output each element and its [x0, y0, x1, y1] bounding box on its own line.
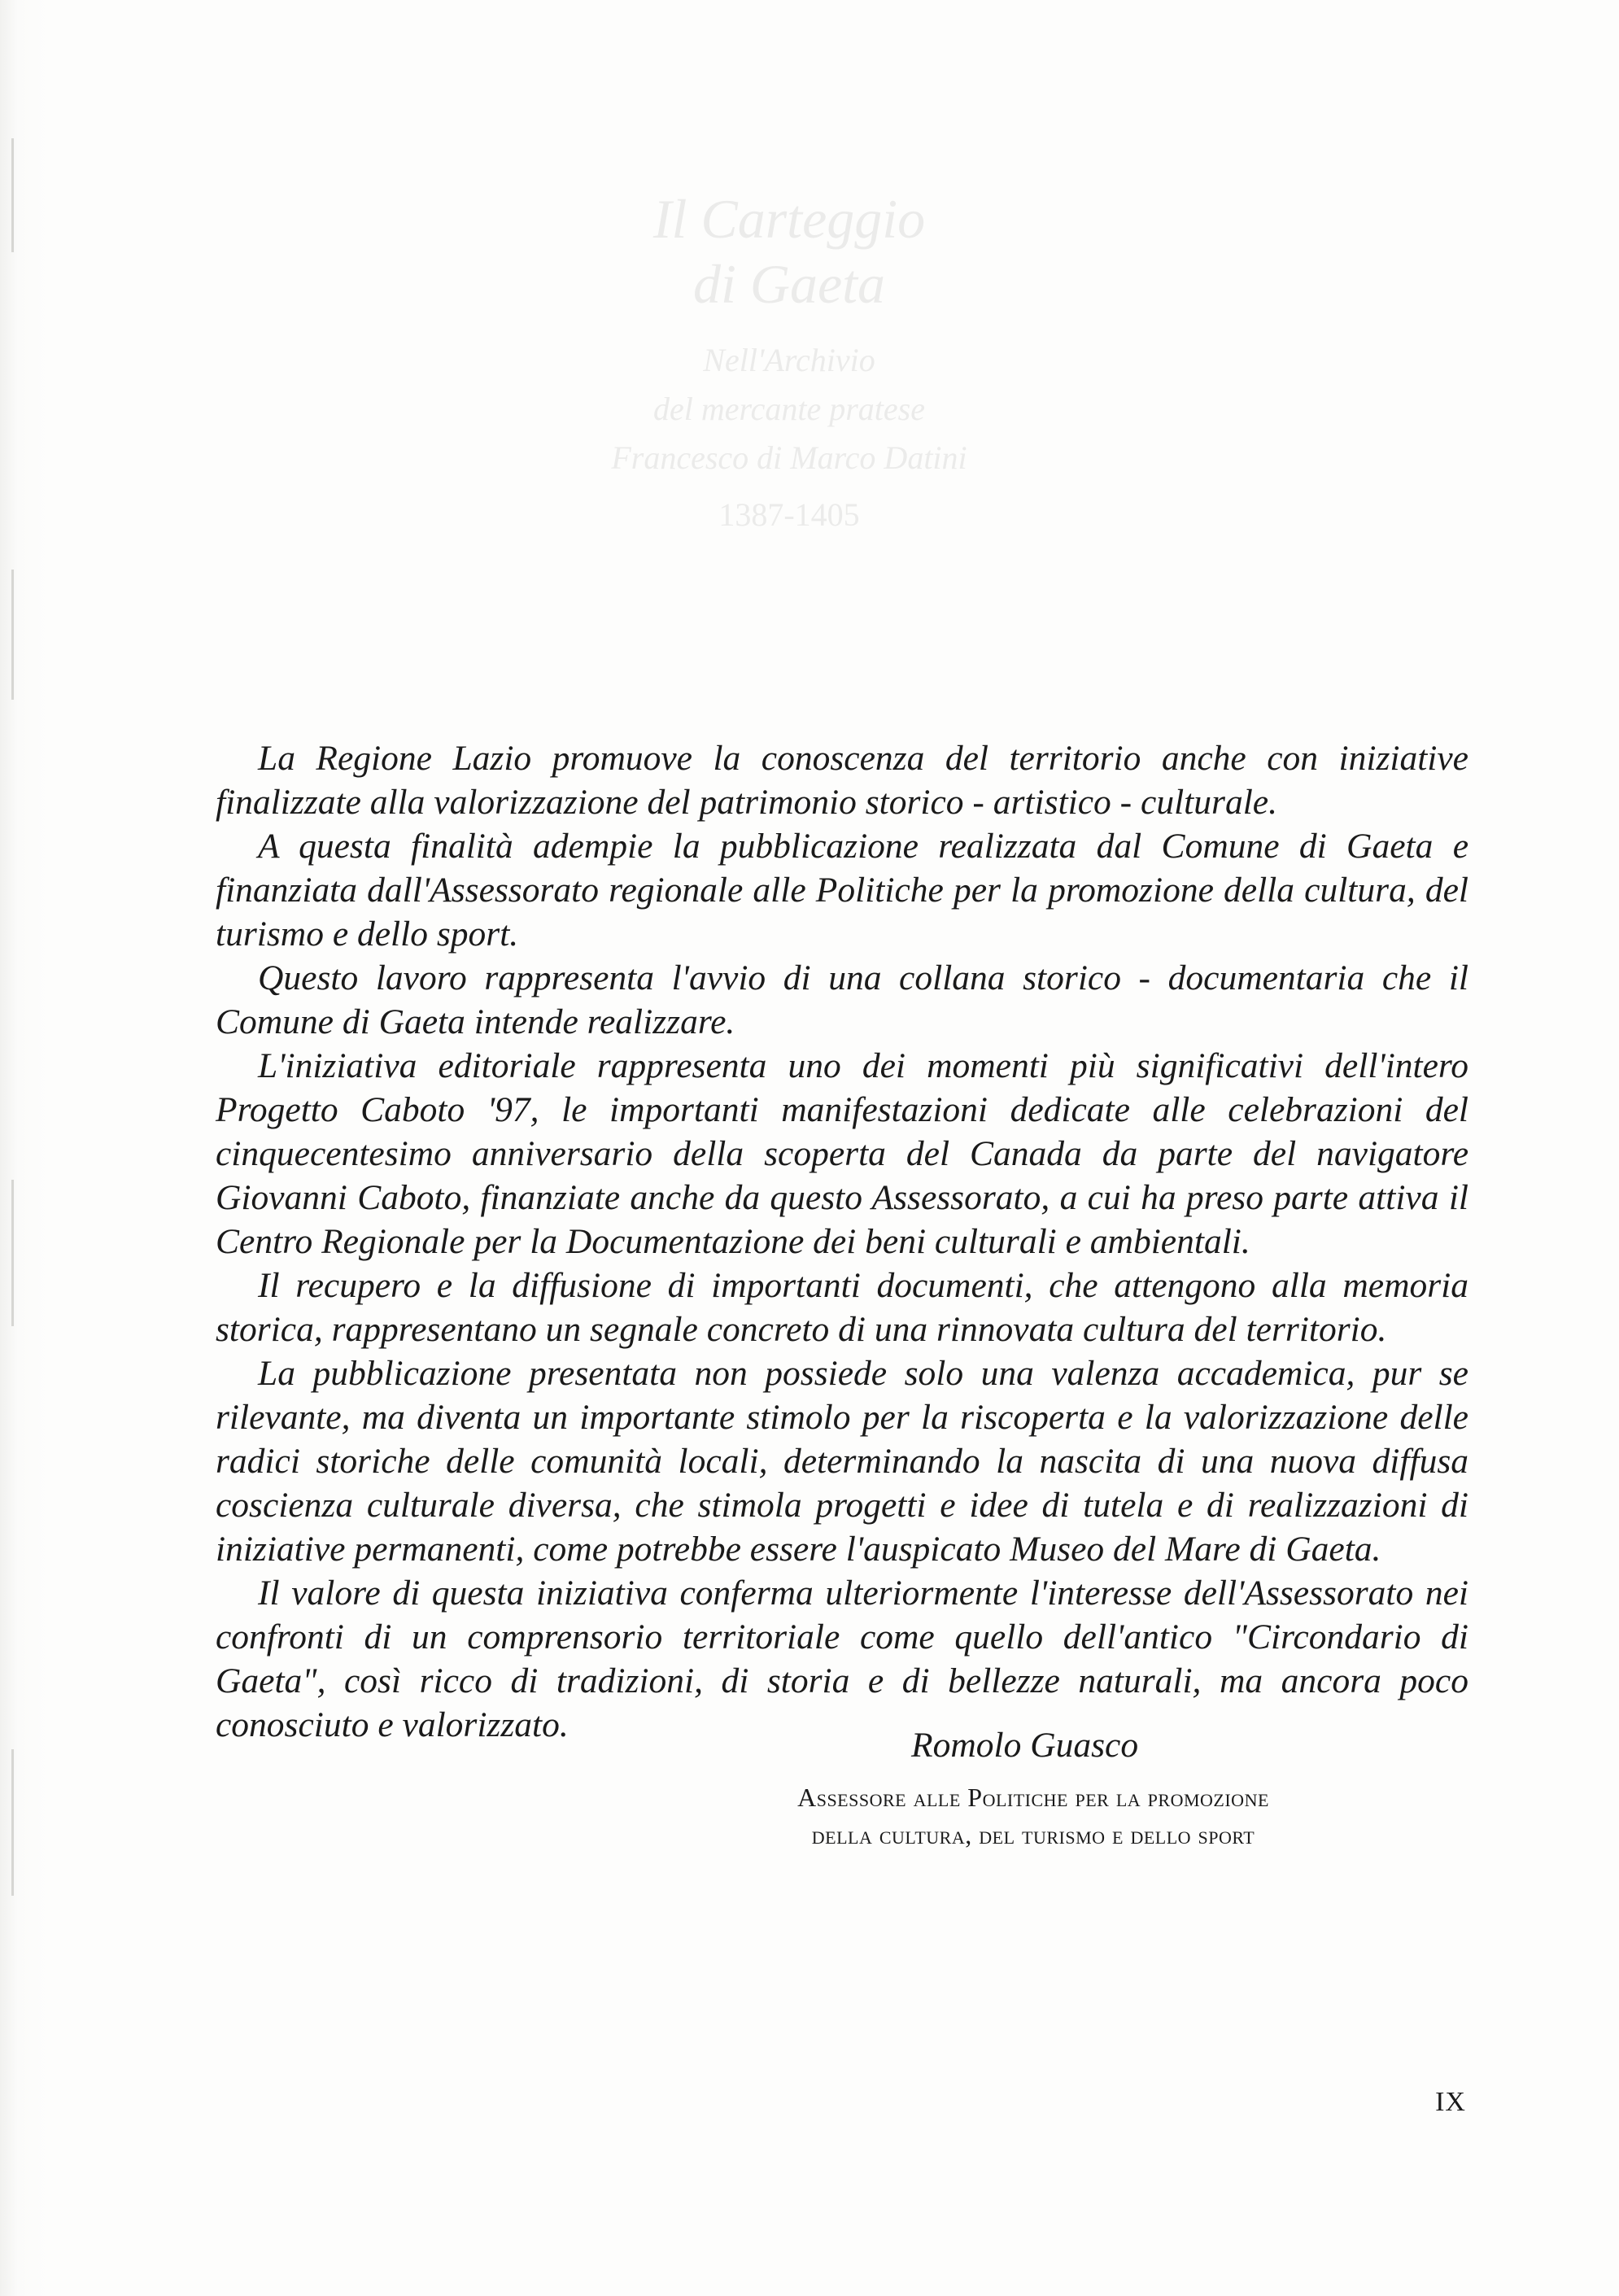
show-through-subtitle-line1: Nell'Archivio	[703, 342, 875, 378]
paragraph: Questo lavoro rappresenta l'avvio di una collana storico - documentaria che il Comune di Gaeta intende realizzare.	[216, 958, 1468, 1041]
signature-name: Romolo Guasco	[911, 1726, 1139, 1765]
signature-role-line1: Assessore alle Politiche per la promozione	[797, 1783, 1269, 1812]
paragraph: La pubblicazione presentata non possiede solo una valenza accademica, pur se rilevante, ma diventa un importante stimolo per la riscoperta e la valorizzazione delle radici storiche delle comunità locali, determinando la nascita di una nuova diffusa coscienza culturale diversa, che stimola progetti e idee di tutela e di realizzazioni di iniziative permanenti, come potrebbe essere l'auspicato Museo del Mare di Gaeta.	[216, 1354, 1468, 1569]
paragraph: La Regione Lazio promuove la conoscenza del territorio anche con iniziative finalizzate alla valorizzazione del patrimonio storico - artistico - culturale.	[216, 739, 1468, 822]
paragraph: L'iniziativa editoriale rappresenta uno dei momenti più significativi dell'intero Progetto Caboto '97, le importanti manifestazioni dedicate alle celebrazioni del cinquecentesimo anniversario della scoperta del Canada da parte del navigatore Giovanni Caboto, finanziate anche da questo Assessorato, a cui ha preso parte attiva il Centro Regionale per la Documentazione dei beni culturali e ambientali.	[216, 1046, 1468, 1261]
show-through-title-line2: di Gaeta	[692, 253, 886, 315]
binding-edge-mark	[11, 1749, 14, 1896]
paragraph: Il recupero e la diffusione di importanti documenti, che attengono alla memoria storica, rappresentano un segnale concreto di una rinnovata cultura del territorio.	[216, 1266, 1468, 1349]
paragraph: Il valore di questa iniziativa conferma ulteriormente l'interesse dell'Assessorato nei confronti di un comprensorio territoriale come quello dell'antico "Circondario di Gaeta", così ricco di tradizioni, di storia e di bellezze naturali, ma ancora poco conosciuto e valorizzato.	[216, 1574, 1468, 1744]
binding-edge-mark	[11, 138, 14, 252]
show-through-subtitle-line3: Francesco di Marco Datini	[611, 439, 967, 476]
show-through-subtitle-line2: del mercante pratese	[653, 391, 925, 427]
paragraph: A questa finalità adempie la pubblicazione realizzata dal Comune di Gaeta e finanziata dall'Assessorato regionale alle Politiche per la promozione della cultura, del turismo e dello sport.	[216, 827, 1468, 954]
presentation-text	[216, 736, 1468, 1747]
binding-edge-mark	[11, 570, 14, 700]
show-through-title-line1: Il Carteggio	[652, 188, 926, 250]
signature-role-line2: della cultura, del turismo e dello sport	[811, 1820, 1255, 1849]
binding-edge-mark	[11, 1180, 14, 1326]
show-through-subtitle-line4: 1387-1405	[718, 496, 860, 533]
page-number: IX	[1435, 2087, 1466, 2117]
